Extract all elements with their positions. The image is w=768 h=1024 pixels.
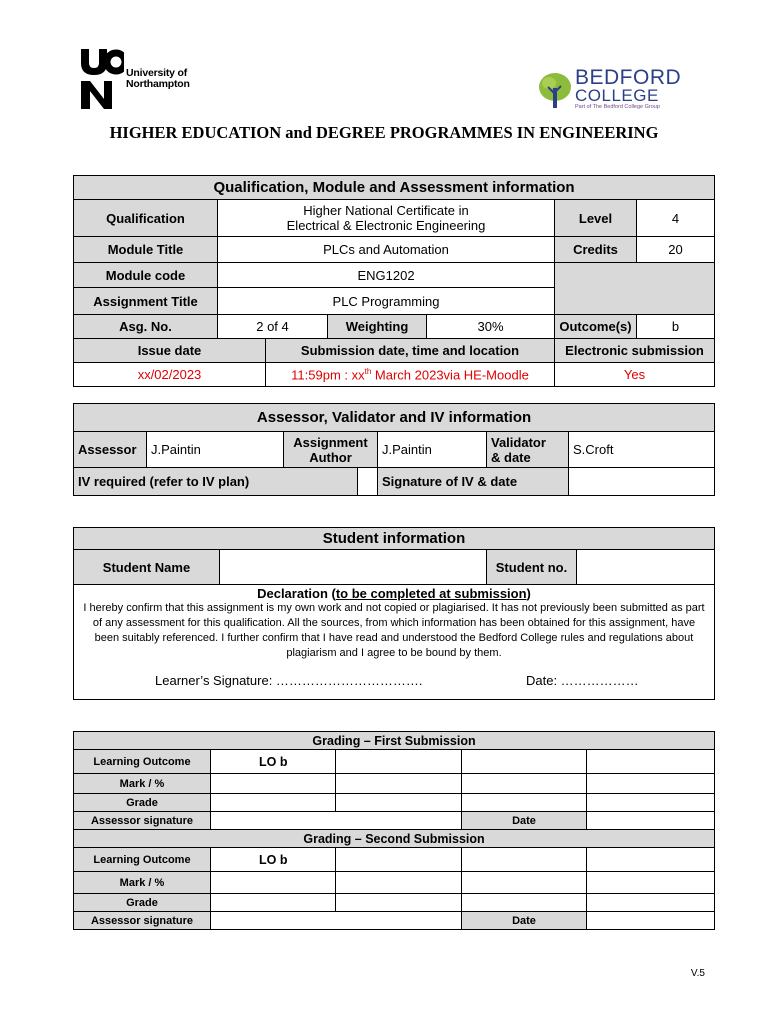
second-mark-cell-2[interactable] (211, 872, 336, 894)
first-mark-label: Mark / % (74, 774, 211, 794)
second-grade-cell-2[interactable] (211, 894, 336, 912)
electronic-submission-value: Yes (555, 363, 715, 387)
first-grade-cell-3[interactable] (336, 794, 462, 812)
first-grade-cell-2[interactable] (211, 794, 336, 812)
declaration-cell (74, 585, 715, 700)
credits-value: 20 (637, 237, 715, 263)
declaration-title (74, 586, 714, 601)
second-mark-label: Mark / % (74, 872, 211, 894)
credits-label: Credits (555, 237, 637, 263)
first-grade-cell-4[interactable] (462, 794, 587, 812)
issue-date-value: xx/02/2023 (74, 363, 266, 387)
module-code-label: Module code (74, 263, 218, 288)
assessor-label: Assessor (74, 432, 147, 468)
asg-no-label: Asg. No. (74, 315, 218, 339)
declaration-title-pre: Declaration ( (257, 586, 336, 601)
student-name-input[interactable] (220, 550, 487, 585)
electronic-submission-label: Electronic submission (555, 339, 715, 363)
first-learning-outcome-label: Learning Outcome (74, 750, 211, 774)
second-assessor-signature-value[interactable] (211, 912, 462, 930)
second-mark-cell-4[interactable] (462, 872, 587, 894)
submission-value-sup: th (364, 366, 372, 376)
module-title-value: PLCs and Automation (218, 237, 555, 263)
bedford-college-word: COLLEGE (575, 86, 659, 105)
module-title-label: Module Title (74, 237, 218, 263)
validator-label-line2: & date (491, 449, 531, 465)
first-mark-cell-3[interactable] (336, 774, 462, 794)
second-lo-cell-4[interactable] (462, 848, 587, 872)
weighting-label: Weighting (328, 315, 427, 339)
first-lo-cell-5[interactable] (587, 750, 715, 774)
level-value: 4 (637, 200, 715, 237)
student-no-label: Student no. (487, 550, 577, 585)
qualification-header: Qualification, Module and Assessment information (74, 176, 715, 200)
declaration-text: I hereby confirm that this assignment is my own work and not copied or plagiarised. It has not previously been submitted as part of any assessment for this qualification. All the sources, from which information has been obtained for this assignment, have been suitably referenced. I further confirm that I have read and understood the Bedford College rules and regulations about plagiarism and I agree to be bound by them. (83, 602, 705, 659)
qualification-value (218, 200, 555, 237)
second-mark-cell-5[interactable] (587, 872, 715, 894)
iv-signature-label: Signature of IV & date (378, 468, 569, 496)
asg-no-value: 2 of 4 (218, 315, 328, 339)
uon-logo-mark (80, 47, 124, 111)
first-lo-value: LO b (211, 750, 336, 774)
student-table (73, 527, 715, 700)
second-learning-outcome-label: Learning Outcome (74, 848, 211, 872)
declaration-title-underlined: to be completed at submission (335, 586, 527, 601)
second-lo-value: LO b (211, 848, 336, 872)
outcomes-label: Outcome(s) (555, 315, 637, 339)
iv-signature-value[interactable] (569, 468, 715, 496)
second-assessor-signature-label: Assessor signature (74, 912, 211, 930)
second-lo-cell-5[interactable] (587, 848, 715, 872)
validator-label (487, 432, 569, 468)
issue-date-label: Issue date (74, 339, 266, 363)
second-grade-cell-3[interactable] (336, 894, 462, 912)
weighting-value: 30% (427, 315, 555, 339)
signature-row (74, 661, 714, 691)
submission-value-post: March 2023via HE-Moodle (371, 367, 529, 383)
validator-label-line1: Validator (491, 434, 546, 450)
module-code-value: ENG1202 (218, 263, 555, 288)
assignment-author-value: J.Paintin (378, 432, 487, 468)
second-date-label: Date (462, 912, 587, 930)
blank-cell (555, 263, 715, 315)
uon-name-line2: Northampton (126, 78, 190, 90)
first-mark-cell-5[interactable] (587, 774, 715, 794)
qualification-value-line1: Higher National Certificate in (303, 203, 469, 218)
second-grade-cell-5[interactable] (587, 894, 715, 912)
second-grade-cell-4[interactable] (462, 894, 587, 912)
first-submission-header: Grading – First Submission (74, 732, 715, 750)
validator-value: S.Croft (569, 432, 715, 468)
page-title: HIGHER EDUCATION and DEGREE PROGRAMMES IN ENGINEERING (109, 123, 659, 142)
assignment-author-label-line2: Author (309, 449, 352, 465)
student-name-label: Student Name (74, 550, 220, 585)
first-mark-cell-4[interactable] (462, 774, 587, 794)
signature-date-label[interactable]: Date: ……………… (526, 673, 639, 688)
second-lo-cell-3[interactable] (336, 848, 462, 872)
submission-value (266, 363, 555, 387)
first-assessor-signature-label: Assessor signature (74, 812, 211, 830)
first-grade-cell-5[interactable] (587, 794, 715, 812)
second-date-value[interactable] (587, 912, 715, 930)
declaration-title-post: ) (526, 586, 531, 601)
second-mark-cell-3[interactable] (336, 872, 462, 894)
student-header: Student information (74, 528, 715, 550)
learner-signature-label[interactable]: Learner’s Signature: ……………………………. (155, 673, 423, 688)
qualification-label: Qualification (74, 200, 218, 237)
iv-required-label: IV required (refer to IV plan) (74, 468, 358, 496)
grading-table (73, 731, 715, 930)
assignment-author-label (284, 432, 378, 468)
qualification-value-line2: Electrical & Electronic Engineering (286, 218, 486, 233)
university-of-northampton-logo (80, 47, 210, 111)
qualification-table (73, 175, 715, 387)
version-label: V.5 (690, 968, 705, 979)
bedford-name: BEDFORD (575, 66, 682, 89)
student-no-input[interactable] (577, 550, 715, 585)
first-lo-cell-4[interactable] (462, 750, 587, 774)
assessor-header: Assessor, Validator and IV information (74, 404, 715, 432)
assignment-title-label: Assignment Title (74, 288, 218, 315)
iv-required-value[interactable] (358, 468, 378, 496)
submission-label: Submission date, time and location (266, 339, 555, 363)
assessor-table (73, 403, 715, 496)
first-grade-label: Grade (74, 794, 211, 812)
assessor-value: J.Paintin (147, 432, 284, 468)
bedford-tagline: Part of The Bedford College Group (575, 104, 660, 110)
first-mark-cell-2[interactable] (211, 774, 336, 794)
assignment-author-label-line1: Assignment (293, 434, 368, 450)
assignment-title-value: PLC Programming (218, 288, 555, 315)
first-assessor-signature-value[interactable] (211, 812, 462, 830)
tree-icon (537, 70, 573, 110)
uon-name (126, 68, 190, 90)
first-lo-cell-3[interactable] (336, 750, 462, 774)
outcomes-value: b (637, 315, 715, 339)
uon-name-line1: University of (126, 67, 187, 79)
submission-value-pre: 11:59pm : xx (291, 367, 365, 383)
level-label: Level (555, 200, 637, 237)
second-grade-label: Grade (74, 894, 211, 912)
first-date-value[interactable] (587, 812, 715, 830)
bedford-college-logo (537, 68, 697, 114)
first-date-label: Date (462, 812, 587, 830)
second-submission-header: Grading – Second Submission (74, 830, 715, 848)
